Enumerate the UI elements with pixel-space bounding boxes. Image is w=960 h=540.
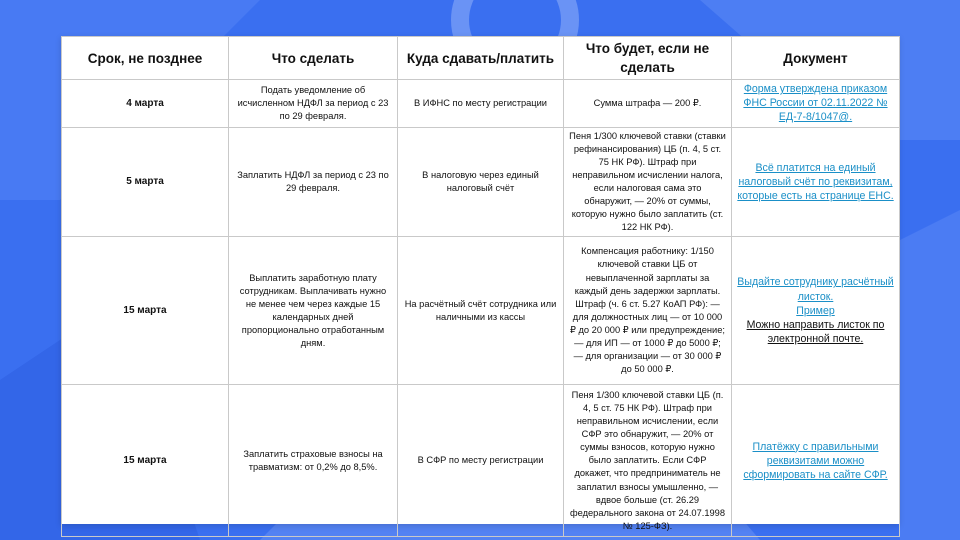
destination-cell: В ИФНС по месту регистрации xyxy=(398,80,564,128)
header-deadline: Срок, не позднее xyxy=(62,37,229,80)
document-cell xyxy=(732,80,900,128)
task-cell: Заплатить страховые взносы на травматизм: от 0,2% до 8,5%. xyxy=(229,385,398,537)
table-row xyxy=(62,80,900,128)
document-note-email[interactable]: Можно направить листок по электронной почте. xyxy=(746,318,885,346)
document-cell xyxy=(732,385,900,537)
document-cell xyxy=(732,237,900,385)
document-cell xyxy=(732,127,900,237)
table-header-row xyxy=(62,37,900,80)
penalty-cell: Сумма штрафа — 200 ₽. xyxy=(564,80,732,128)
penalty-cell: Пеня 1/300 ключевой ставки (ставки рефинансирования) ЦБ (п. 4, 5 ст. 75 НК РФ). Штраф при неправильном исчислении налога, если налоговая сама это обнаружит, — 20% от суммы, которую нужно было заплатить (ст. 122 НК РФ). xyxy=(564,127,732,237)
deadline-cell: 4 марта xyxy=(62,80,229,128)
deadline-table xyxy=(61,36,900,537)
document-link-ens-page[interactable]: Всё платится на единый налоговый счёт по реквизитам, которые есть на странице ЕНС. xyxy=(737,161,894,203)
document-link-example[interactable]: Пример xyxy=(796,304,835,317)
deadline-cell: 5 марта xyxy=(62,127,229,237)
document-link-sfr-site[interactable]: Платёжку с правильными реквизитами можно сформировать на сайте СФР. xyxy=(743,440,888,481)
deadline-cell: 15 марта xyxy=(62,385,229,537)
header-what: Что сделать xyxy=(229,37,398,80)
deadline-table-sheet xyxy=(61,36,899,531)
table-row xyxy=(62,127,900,237)
destination-cell: На расчётный счёт сотрудника или наличными из кассы xyxy=(398,237,564,385)
table-row xyxy=(62,385,900,537)
destination-cell: В налоговую через единый налоговый счёт xyxy=(398,127,564,237)
table-row xyxy=(62,237,900,385)
deadline-cell: 15 марта xyxy=(62,237,229,385)
destination-cell: В СФР по месту регистрации xyxy=(398,385,564,537)
penalty-cell: Пеня 1/300 ключевой ставки ЦБ (п. 4, 5 ст. 75 НК РФ). Штраф при неправильном исчислении, если СФР это обнаружит, — 20% от суммы взносов, которую нужно было заплатить. Если СФР докажет, что предприниматель не заплатил взносы умышленно, — вдвое больше (ст. 26.29 федерального закона от 24.07.1998 № 125-ФЗ). xyxy=(564,385,732,537)
document-link-payslip[interactable]: Выдайте сотруднику расчётный листок. xyxy=(737,276,894,303)
task-cell: Выплатить заработную плату сотрудникам. Выплачивать нужно не менее чем через каждые 15 календарных дней пропорционально отработанным дням. xyxy=(229,237,398,385)
document-link-fns-order[interactable]: Форма утверждена приказом ФНС России от 02.11.2022 № ЕД-7-8/1047@. xyxy=(743,83,888,124)
header-where: Куда сдавать/платить xyxy=(398,37,564,80)
header-document: Документ xyxy=(732,37,900,80)
task-cell: Подать уведомление об исчисленном НДФЛ за период с 23 по 29 февраля. xyxy=(229,80,398,128)
task-cell: Заплатить НДФЛ за период с 23 по 29 февраля. xyxy=(229,127,398,237)
header-penalty: Что будет, если не сделать xyxy=(564,37,732,80)
penalty-cell: Компенсация работнику: 1/150 ключевой ставки ЦБ от невыплаченной зарплаты за каждый день задержки зарплаты. Штраф (ч. 6 ст. 5.27 КоАП РФ): — для должностных лиц — от 10 000 ₽ до 20 000 ₽ или предупреждение; — для ИП — от 1000 ₽ до 5000 ₽; — для организации — от 30 000 ₽ до 50 000 ₽. xyxy=(564,237,732,385)
